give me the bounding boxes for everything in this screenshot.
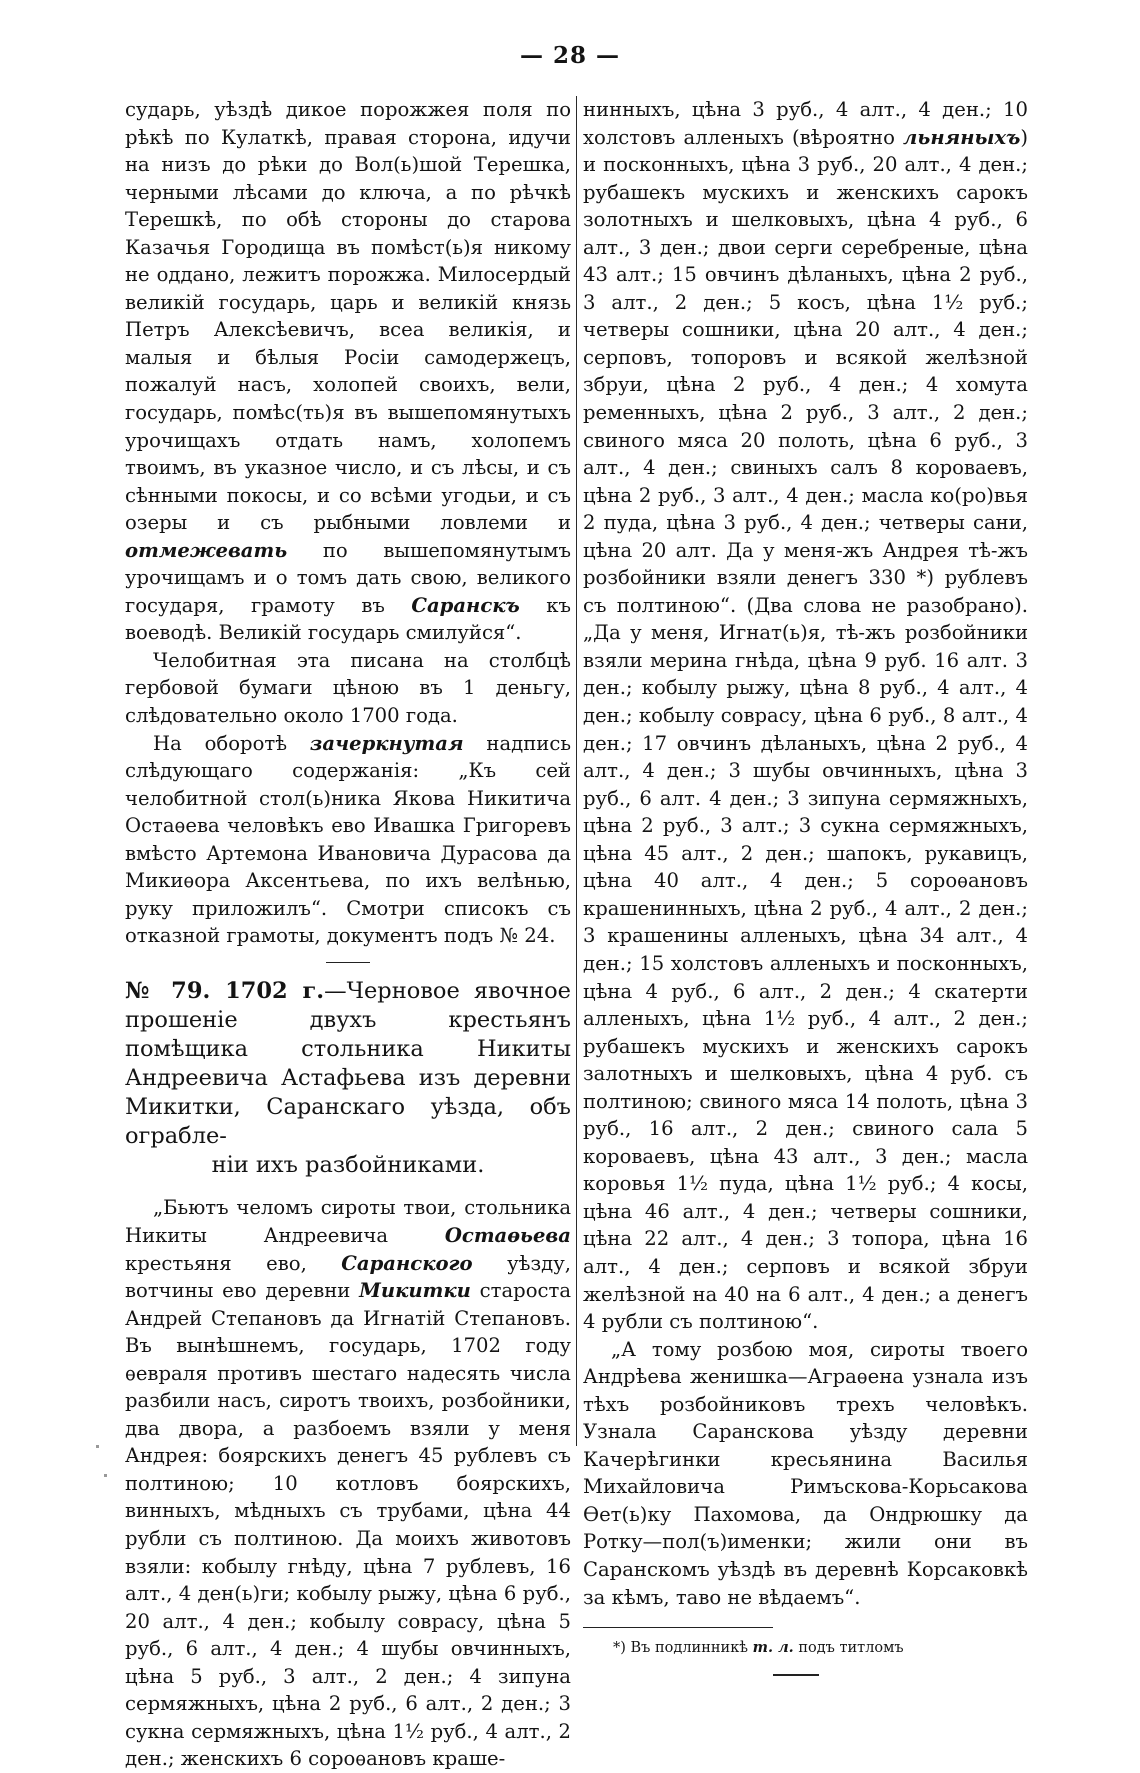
left-paragraph-2: Челобитная эта писана на столбцѣ гербовой бумаги цѣною въ 1 деньгу, слѣдовательно около 1700 года. bbox=[125, 648, 571, 728]
footnote: *) Въ подлинникѣ т. л. подъ титломъ bbox=[613, 1639, 904, 1657]
document-number: № 79. 1702 г. bbox=[125, 978, 325, 1005]
section-divider bbox=[326, 962, 370, 964]
end-rule bbox=[773, 1674, 819, 1676]
page-number: — 28 — bbox=[519, 42, 621, 69]
column-divider bbox=[576, 96, 577, 1446]
left-paragraph-4: „Бьютъ челомъ сироты твои, стольника Никиты Андреевича Остаѳьева крестьяня ево, Саранского уѣзду, вотчины ево деревни Микитки староста Андрей Степановъ да Игнатій Степановъ. Въ вынѣшнемъ, государь, 1702 году ѳевраля противъ шестаго надесять числа разбили насъ, сиротъ твоихъ, розбойники, два двора, а разбоемъ взяли у меня Андрея: боярскихъ денегъ 45 рублевъ съ полтиною; 10 котловъ боярскихъ, винныхъ, мѣдныхъ съ трубами, цѣна 44 рубли съ полтиною. Да моихъ животовъ взяли: кобылу гнѣду, цѣна 7 рублевъ, 16 алт., 4 ден(ь)ги; кобылу рыжу, цѣна 6 руб., 20 алт., 4 ден.; кобылу соврасу, цѣна 5 руб., 6 алт., 4 ден.; 4 шубы овчинныхъ, цѣна 5 руб., 3 алт., 2 ден.; 4 зипуна сермяжныхъ, цѣна 2 руб., 6 алт., 2 ден.; 3 сукна сермяжныхъ, цѣна 1½ руб., 4 алт., 2 ден.; женскихъ 6 сороѳановъ краше- bbox=[125, 1196, 572, 1771]
document-heading: № 79. 1702 г.—Черновое явочное прошеніе двухъ крестьянъ помѣщика стольника Никиты Андреевича Астафьева изъ деревни Микитки, Саранскаго уѣзда, объ ограбле- ніи ихъ разбойниками. bbox=[125, 978, 572, 1179]
footnote-rule bbox=[583, 1627, 773, 1628]
right-column bbox=[583, 96, 1028, 1676]
left-paragraph-3: На оборотѣ зачеркнутая надпись слѣдующаго содержанія: „Къ сей челобитной стол(ь)ника Якова Никитича Остаѳева человѣкъ ево Ивашка Григоревъ вмѣсто Артемона Ивановича Дурасова да Микиѳора Аксентьева, по ихъ велѣнью, руку приложилъ“. Смотри списокъ съ отказной грамоты, документъ подъ № 24. bbox=[125, 731, 571, 948]
right-paragraph-2: „А тому розбою моя, сироты твоего Андрѣева женишка—Аграѳена узнала изъ тѣхъ розбойниковъ трехъ человѣкъ. Узнала Саранскова уѣзду деревни Качерѣгинки кресьянина Василья Михайловича Римъскова-Корьсакова Ѳет(ь)ку Пахомова, да Ондрюшку да Ротку—пол(ъ)именки; жили они въ Саранскомъ уѣздѣ въ деревнѣ Корсаковкѣ за кѣмъ, таво не вѣдаемъ“. bbox=[583, 1337, 1028, 1609]
right-paragraph-1: нинныхъ, цѣна 3 руб., 4 алт., 4 ден.; 10 холстовъ алленыхъ (вѣроятно льняныхъ) и посконныхъ, цѣна 3 руб., 20 алт., 4 ден.; рубашекъ мускихъ и женскихъ сарокъ золотныхъ и шелковыхъ, цѣна 4 руб., 6 алт., 3 ден.; двои серги серебреные, цѣна 43 алт.; 15 овчинъ дѣланыхъ, цѣна 2 руб., 3 алт., 2 ден.; 5 косъ, цѣна 1½ руб.; четверы сошники, цѣна 20 алт., 4 ден.; серповъ, топоровъ и всякой желѣзной збруи, цѣна 2 руб., 4 ден.; 4 хомута ременныхъ, цѣна 2 руб., 3 алт., 2 ден.; свиного мяса 20 полоть, цѣна 6 руб., 3 алт., 4 ден.; свиныхъ салъ 8 короваевъ, цѣна 2 руб., 3 алт., 4 ден.; масла ко(ро)вья 2 пуда, цѣна 3 руб., 4 ден.; четверы сани, цѣна 20 алт. Да у меня-жъ Андрея тѣ-жъ розбойники взяли денегъ 330 *) рублевъ съ полтиною“. (Два слова не разобрано). „Да у меня, Игнат(ь)я, тѣ-жъ розбойники взяли мерина гнѣда, цѣна 9 руб. 16 алт. 3 ден.; кобылу рыжу, цѣна 8 руб., 4 алт., 4 ден.; кобылу соврасу, цѣна 6 руб., 8 алт., 4 ден.; 17 овчинъ дѣланыхъ, цѣна 2 руб., 4 алт., 4 ден.; 3 шубы овчинныхъ, цѣна 3 руб., 6 алт. 4 ден.; 3 зипуна сермяжныхъ, цѣна 2 руб., 3 алт.; 3 сукна сермяжныхъ, цѣна 45 алт., 2 ден.; шапокъ, рукавицъ, цѣна 40 алт., 4 ден.; 5 сороѳановъ крашенинныхъ, цѣна 2 руб., 4 алт., 2 ден.; 3 крашенины алленыхъ, цѣна 34 алт., 4 ден.; 15 холстовъ алленыхъ и посконныхъ, цѣна 4 руб., 6 алт., 2 ден.; 4 скатерти алленыхъ, цѣна 1½ руб., 4 алт., 2 ден.; рубашекъ мускихъ и женскихъ сарокъ залотныхъ и шелковыхъ, цѣна 4 руб. съ полтиною; свиного мяса 14 полоть, цѣна 3 руб., 16 алт., 2 ден.; свиного сала 5 короваевъ, цѣна 43 алт., 3 ден.; масла коровья 1½ пуда, цѣна 1½ руб.; 4 косы, цѣна 46 алт., 4 ден.; четверы сошники, цѣна 22 алт., 4 ден.; 3 топора, цѣна 16 алт., 4 ден.; серповъ и всякой збруи желѣзной на 40 на 6 алт., 4 ден.; а денегъ 4 рубли съ полтиною“. bbox=[583, 98, 1028, 1334]
scan-speck bbox=[96, 1445, 99, 1448]
scan-speck bbox=[104, 1474, 107, 1477]
left-column bbox=[125, 96, 571, 1773]
left-paragraph-1: сударь, уѣздѣ дикое порожжея поля по рѣкѣ по Кулаткѣ, правая сторона, идучи на низъ до рѣки до Вол(ь)шой Терешка, черными лѣсами до ключа, а по рѣчкѣ Терешкѣ, по обѣ стороны до старова Казачья Городища въ помѣст(ь)я никому не оддано, лежитъ порожжа. Милосердый великій государь, царь и великій князь Петръ Алексѣевичъ, всеа великія, и малыя и бѣлыя Росіи самодержецъ, пожалуй насъ, холопей своихъ, вели, государь, помѣс(ть)я въ вышепомянутыхъ урочищахъ отдать намъ, холопемъ твоимъ, въ указное число, и съ лѣсы, и съ сѣнными покосы, и со всѣми угодьи, и съ озеры и съ рыбными ловлеми и отмежевать по вышепомянутымъ урочищамъ и о томъ дать свою, великого государя, грамоту въ Саранскъ къ воеводѣ. Великій государь смилуйся“. bbox=[125, 98, 571, 645]
